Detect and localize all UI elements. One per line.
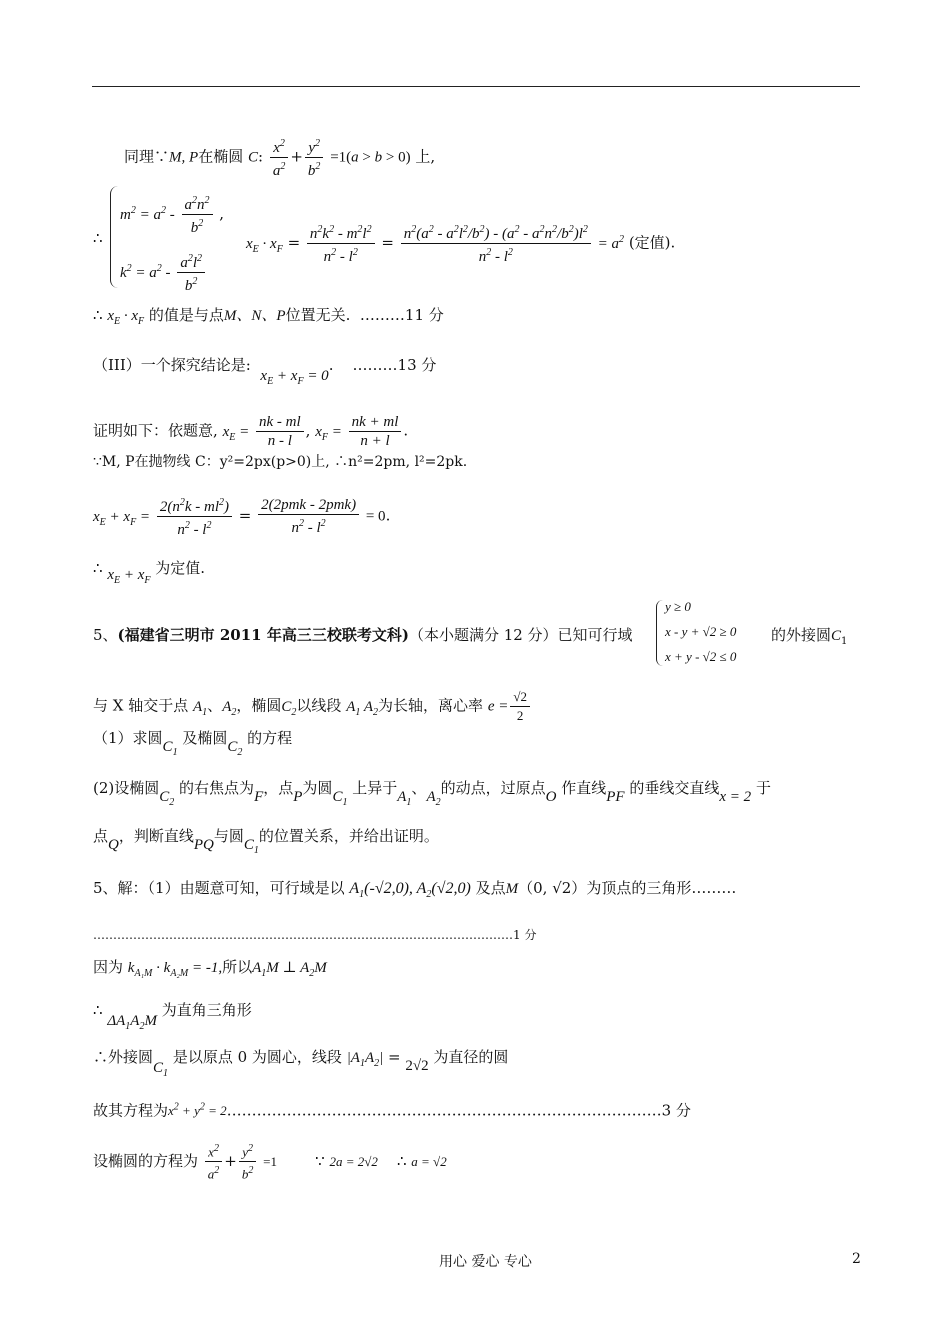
text: 故其方程为 xyxy=(93,1101,169,1120)
text: 的右焦点为 xyxy=(179,779,255,797)
line-conclusion: （III）一个探究结论是: $x_E + x_F = 0$. ………13 分 xyxy=(93,356,437,387)
text: 的方程 xyxy=(247,729,293,747)
score: ………11 分 xyxy=(359,306,444,324)
sys-ineq-3: x + y - √2 ≤ 0 xyxy=(665,649,737,664)
q5-part3: 点Q，判断直线PQ与圆$C_1$的位置关系，并给出证明。 xyxy=(93,827,439,856)
text: 的位置关系，并给出证明。 xyxy=(258,827,439,845)
q-number: 5、 xyxy=(93,626,118,644)
text: 的动点，过原点 xyxy=(440,779,546,797)
line-constant: ∴ $x_E + x_F$ 为定值. xyxy=(93,559,206,586)
line-parabola: ∵M, P在抛物线 C：y²=2px(p>0)上, ∴n²=2pm, l²=2pk. xyxy=(93,454,468,470)
text: ，点 xyxy=(263,779,294,797)
math: C xyxy=(247,149,258,166)
text: 同理∵ xyxy=(124,147,170,166)
text: 为定值. xyxy=(155,559,206,577)
sol-line3: ∴ $\Delta A_1A_2M$ 为直角三角形 xyxy=(93,1001,252,1032)
text: 的外接圆 xyxy=(771,626,832,644)
sys-ineq-1: y ≥ 0 xyxy=(665,599,691,614)
sol-line2: 因为 $k_{A_1M} \cdot k_{A_2M} = -1$,所以$A_1M$ ⊥ $A_2M$ xyxy=(93,958,327,979)
text: 作直线 xyxy=(561,779,607,797)
sol-dots1: ……………………………………………………………………………………………1 分 xyxy=(93,928,537,942)
text: 证明如下：依题意, xyxy=(93,421,218,440)
text: 在椭圆 xyxy=(198,147,244,166)
text: 及椭圆 xyxy=(182,729,228,747)
header-rule xyxy=(92,86,860,87)
q5-part2: (2)设椭圆$C_2$ 的右焦点为F，点P为圆$C_1$ 上异于$A_1$、$A_2$的动点，过原点O 作直线PF 的垂线交直线x = 2 于 xyxy=(93,779,771,808)
text: 上异于 xyxy=(352,779,398,797)
text: 于 xyxy=(755,779,771,797)
math: C xyxy=(831,628,842,644)
line-sum: $x_E + x_F$ = $\frac{2(n^2k - ml^2)}{n^2 - l^2}$ = $\frac{\text{2(2pmk - 2pmk)}}{n^2 - l^2}$ = 0. xyxy=(93,494,390,539)
text: 为直径的圆 xyxy=(433,1048,509,1066)
q5-line2: 与 X 轴交于点 $A_1$、$A_2$，椭圆$C_2$以线段 $A_1$ $A_2$为长轴，离心率 e = $\frac{√2}{2}$ xyxy=(93,688,532,725)
text: （本小题满分 12 分）已知可行域 xyxy=(408,626,633,644)
text: ∴ xyxy=(93,1001,103,1019)
text: 是以原点 0 为圆心，线段 xyxy=(172,1048,342,1066)
math: M、N、P xyxy=(223,308,286,324)
text: 为直角三角形 xyxy=(161,1001,252,1019)
system-eq-1: $m^2 = a^2$ - $\frac{a^2n^2}{b^2}$ , xyxy=(120,192,224,237)
text: 点 xyxy=(93,827,109,845)
text: (2)设椭圆 xyxy=(93,779,160,797)
text: (定值). xyxy=(628,233,676,252)
sol-line1: 5、解：（1）由题意可知，可行域是以 $A_1(-√2,0)$, $A_2(√2,0)$ 及点M（0, √2）为顶点的三角形……… xyxy=(93,879,737,901)
text: 所以 xyxy=(222,958,253,976)
footer-motto: 用心 爱心 专心 xyxy=(439,1254,532,1270)
text: ∴外接圆 xyxy=(93,1048,154,1066)
text: 位置无关. xyxy=(285,306,351,324)
text: 设椭圆的方程为 xyxy=(93,1151,199,1170)
feasible-brace xyxy=(656,600,663,666)
frac-x2-a2: $\frac{x^2}{a^2}$ xyxy=(270,135,289,180)
q5-line1 xyxy=(93,625,633,645)
text: 因为 xyxy=(93,958,124,976)
text: （III）一个探究结论是: xyxy=(93,356,251,374)
line-proof: 证明如下：依题意, $x_E$ = $\frac{nk - ml}{n - l}$ , $x_F$ = $\frac{nk + ml}{n + l}$ . xyxy=(93,414,409,449)
q5-part1: （1）求圆$C_1$ 及椭圆$C_2$ 的方程 xyxy=(93,729,293,758)
text: ……………………………………………………………………………3 分 xyxy=(226,1101,691,1120)
sys-ineq-2: x - y + √2 ≥ 0 xyxy=(665,624,737,639)
system-eq-2: $k^2 = a^2$ - $\frac{a^2l^2}{b^2}$ xyxy=(120,250,207,295)
sol-line5: 故其方程为$x^2 + y^2$ = 2……………………………………………………………………………3 分 xyxy=(93,1101,691,1120)
text: 以线段 xyxy=(296,696,342,715)
q-source: (福建省三明市 2011 年高三三校联考文科) xyxy=(117,626,409,644)
text: （1）求圆 xyxy=(93,729,163,747)
line-independent: ∴ $x_E \cdot x_F$ 的值是与点M、N、P位置无关. ………11 分 xyxy=(93,306,444,327)
therefore-symbol: ∴ xyxy=(93,229,103,247)
system-brace xyxy=(110,186,119,288)
text: 为圆 xyxy=(302,779,333,797)
text: ，椭圆 xyxy=(236,696,282,715)
text: 的值是与点 xyxy=(148,306,224,324)
text: 上, xyxy=(415,147,436,166)
sol-line4: ∴外接圆$C_1$ 是以原点 0 为圆心，线段 $|A_1A_2| = 2√2$ 为直径的圆 xyxy=(93,1048,509,1079)
sol-line6: 设椭圆的方程为 $\frac{x^2}{a^2}$ + $\frac{y^2}{b^2}$ =1 ∵ 2a = 2√2 ∴ a = √2 xyxy=(93,1140,447,1184)
text: 与圆 xyxy=(213,827,244,845)
text: 与 X 轴交于点 xyxy=(93,696,189,715)
math: M, P xyxy=(169,149,199,166)
xe-xf-product: $x_E \cdot x_F$ = $\frac{n^2k^2 - m^2l^2}{n^2 - l^2}$ = $\frac{n^2(a^2 - a^2l^2/b^2) - (a^2 - a^2n^2/b^2)l^2}{n^2 - l^2}$ = $a^2$ (定值). xyxy=(246,221,675,266)
text: 5、解：（1）由题意可知，可行域是以 xyxy=(93,879,345,897)
q5-line1-tail: 的外接圆$C_1$ xyxy=(771,626,848,647)
frac-y2-b2: $\frac{y^2}{b^2}$ xyxy=(305,135,324,180)
page-number: 2 xyxy=(852,1251,861,1267)
text: 的垂线交直线 xyxy=(629,779,720,797)
text: 为顶点的三角形……… xyxy=(586,879,737,897)
line-ellipse-same: 同理∵M, P在椭圆 C: $\frac{x^2}{a^2}$ + $\frac{y^2}{b^2}$ =1(a > b > 0) 上, xyxy=(124,135,435,180)
text: ，判断直线 xyxy=(118,827,194,845)
text: 为长轴，离心率 xyxy=(378,696,484,715)
score: ………13 分 xyxy=(352,356,437,374)
